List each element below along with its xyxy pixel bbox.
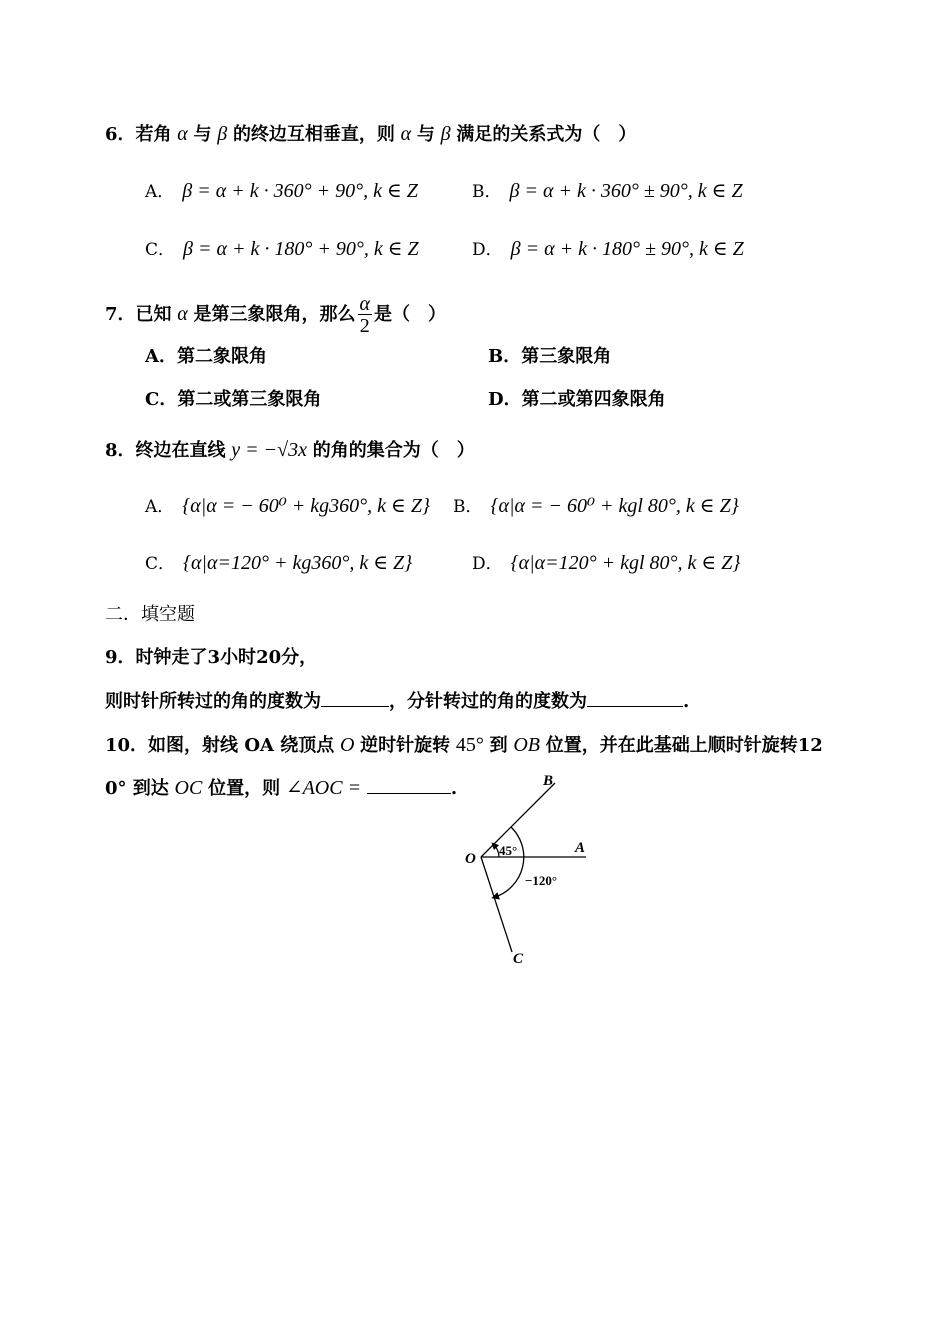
q9-minute-hand-answer-blank[interactable] — [587, 690, 683, 707]
q6-option-c: C． β = α + k · 180° + 90°, k ∈ Z — [145, 238, 419, 260]
label-o: O — [465, 851, 476, 867]
q8-option-b: B． {α|α = − 60⁰ + kgl 80°, k ∈ Z} — [453, 495, 739, 517]
q7-option-c: C．第二或第三象限角 — [145, 389, 322, 410]
q6-stem: 6．若角 α 与 β 的终边互相垂直，则 α 与 β 满足的关系式为（ ） — [105, 123, 637, 145]
q8-option-d: D． {α|α=120° + kgl 80°, k ∈ Z} — [472, 552, 741, 574]
label-minus-120-degrees: −120° — [525, 873, 558, 888]
q6-option-d: D． β = α + k · 180° ± 90°, k ∈ Z — [472, 238, 744, 260]
q10-line-2: 0° 到达 OC 位置，则 ∠AOC = . — [105, 777, 458, 799]
section-title-fill-in: 二．填空题 — [105, 604, 195, 625]
q8-option-a: A． {α|α = − 60⁰ + kg360°, k ∈ Z} — [145, 495, 430, 517]
label-a: A — [575, 840, 586, 856]
q7-stem: 7．已知 α 是第三象限角，那么 $\frac{\alpha}{2}$ 是（ ） — [105, 292, 446, 337]
label-c: C — [513, 951, 524, 967]
q9-line-1: 9．时钟走了3小时20分， — [105, 647, 318, 668]
label-b: B — [543, 773, 554, 789]
q9-hour-hand-answer-blank[interactable] — [321, 690, 389, 707]
q8-stem: 8．终边在直线 y = −√3x 的角的集合为（ ） — [105, 439, 475, 461]
q9-line-2: 则时针所转过的角的度数为 ，分针转过的角的度数为 . — [105, 691, 690, 712]
q8-option-c: C． {α|α=120° + kg360°, k ∈ Z} — [145, 552, 413, 574]
arc-minus-120-degrees — [495, 827, 524, 897]
q6-option-b: B． β = α + k · 360° ± 90°, k ∈ Z — [472, 180, 743, 202]
q6-option-a: A． β = α + k · 360° + 90°, k ∈ Z — [145, 180, 418, 202]
rotation-angle-figure — [455, 765, 605, 970]
ray-ob — [481, 783, 555, 857]
q7-option-b: B．第三象限角 — [488, 346, 612, 367]
q7-option-a: A．第二象限角 — [145, 346, 267, 367]
label-45-degrees: 45° — [499, 843, 518, 858]
q10-line-1: 10．如图，射线 OA 绕顶点 O 逆时针旋转 45° 到 OB 位置，并在此基础上顺时针旋转12 — [105, 734, 823, 756]
alpha-over-two-fraction: $\frac{\alpha}{2}$ — [359, 292, 370, 337]
q7-option-d: D．第二或第四象限角 — [488, 389, 666, 410]
ray-oc — [481, 857, 512, 952]
q10-angle-answer-blank[interactable] — [367, 777, 451, 794]
